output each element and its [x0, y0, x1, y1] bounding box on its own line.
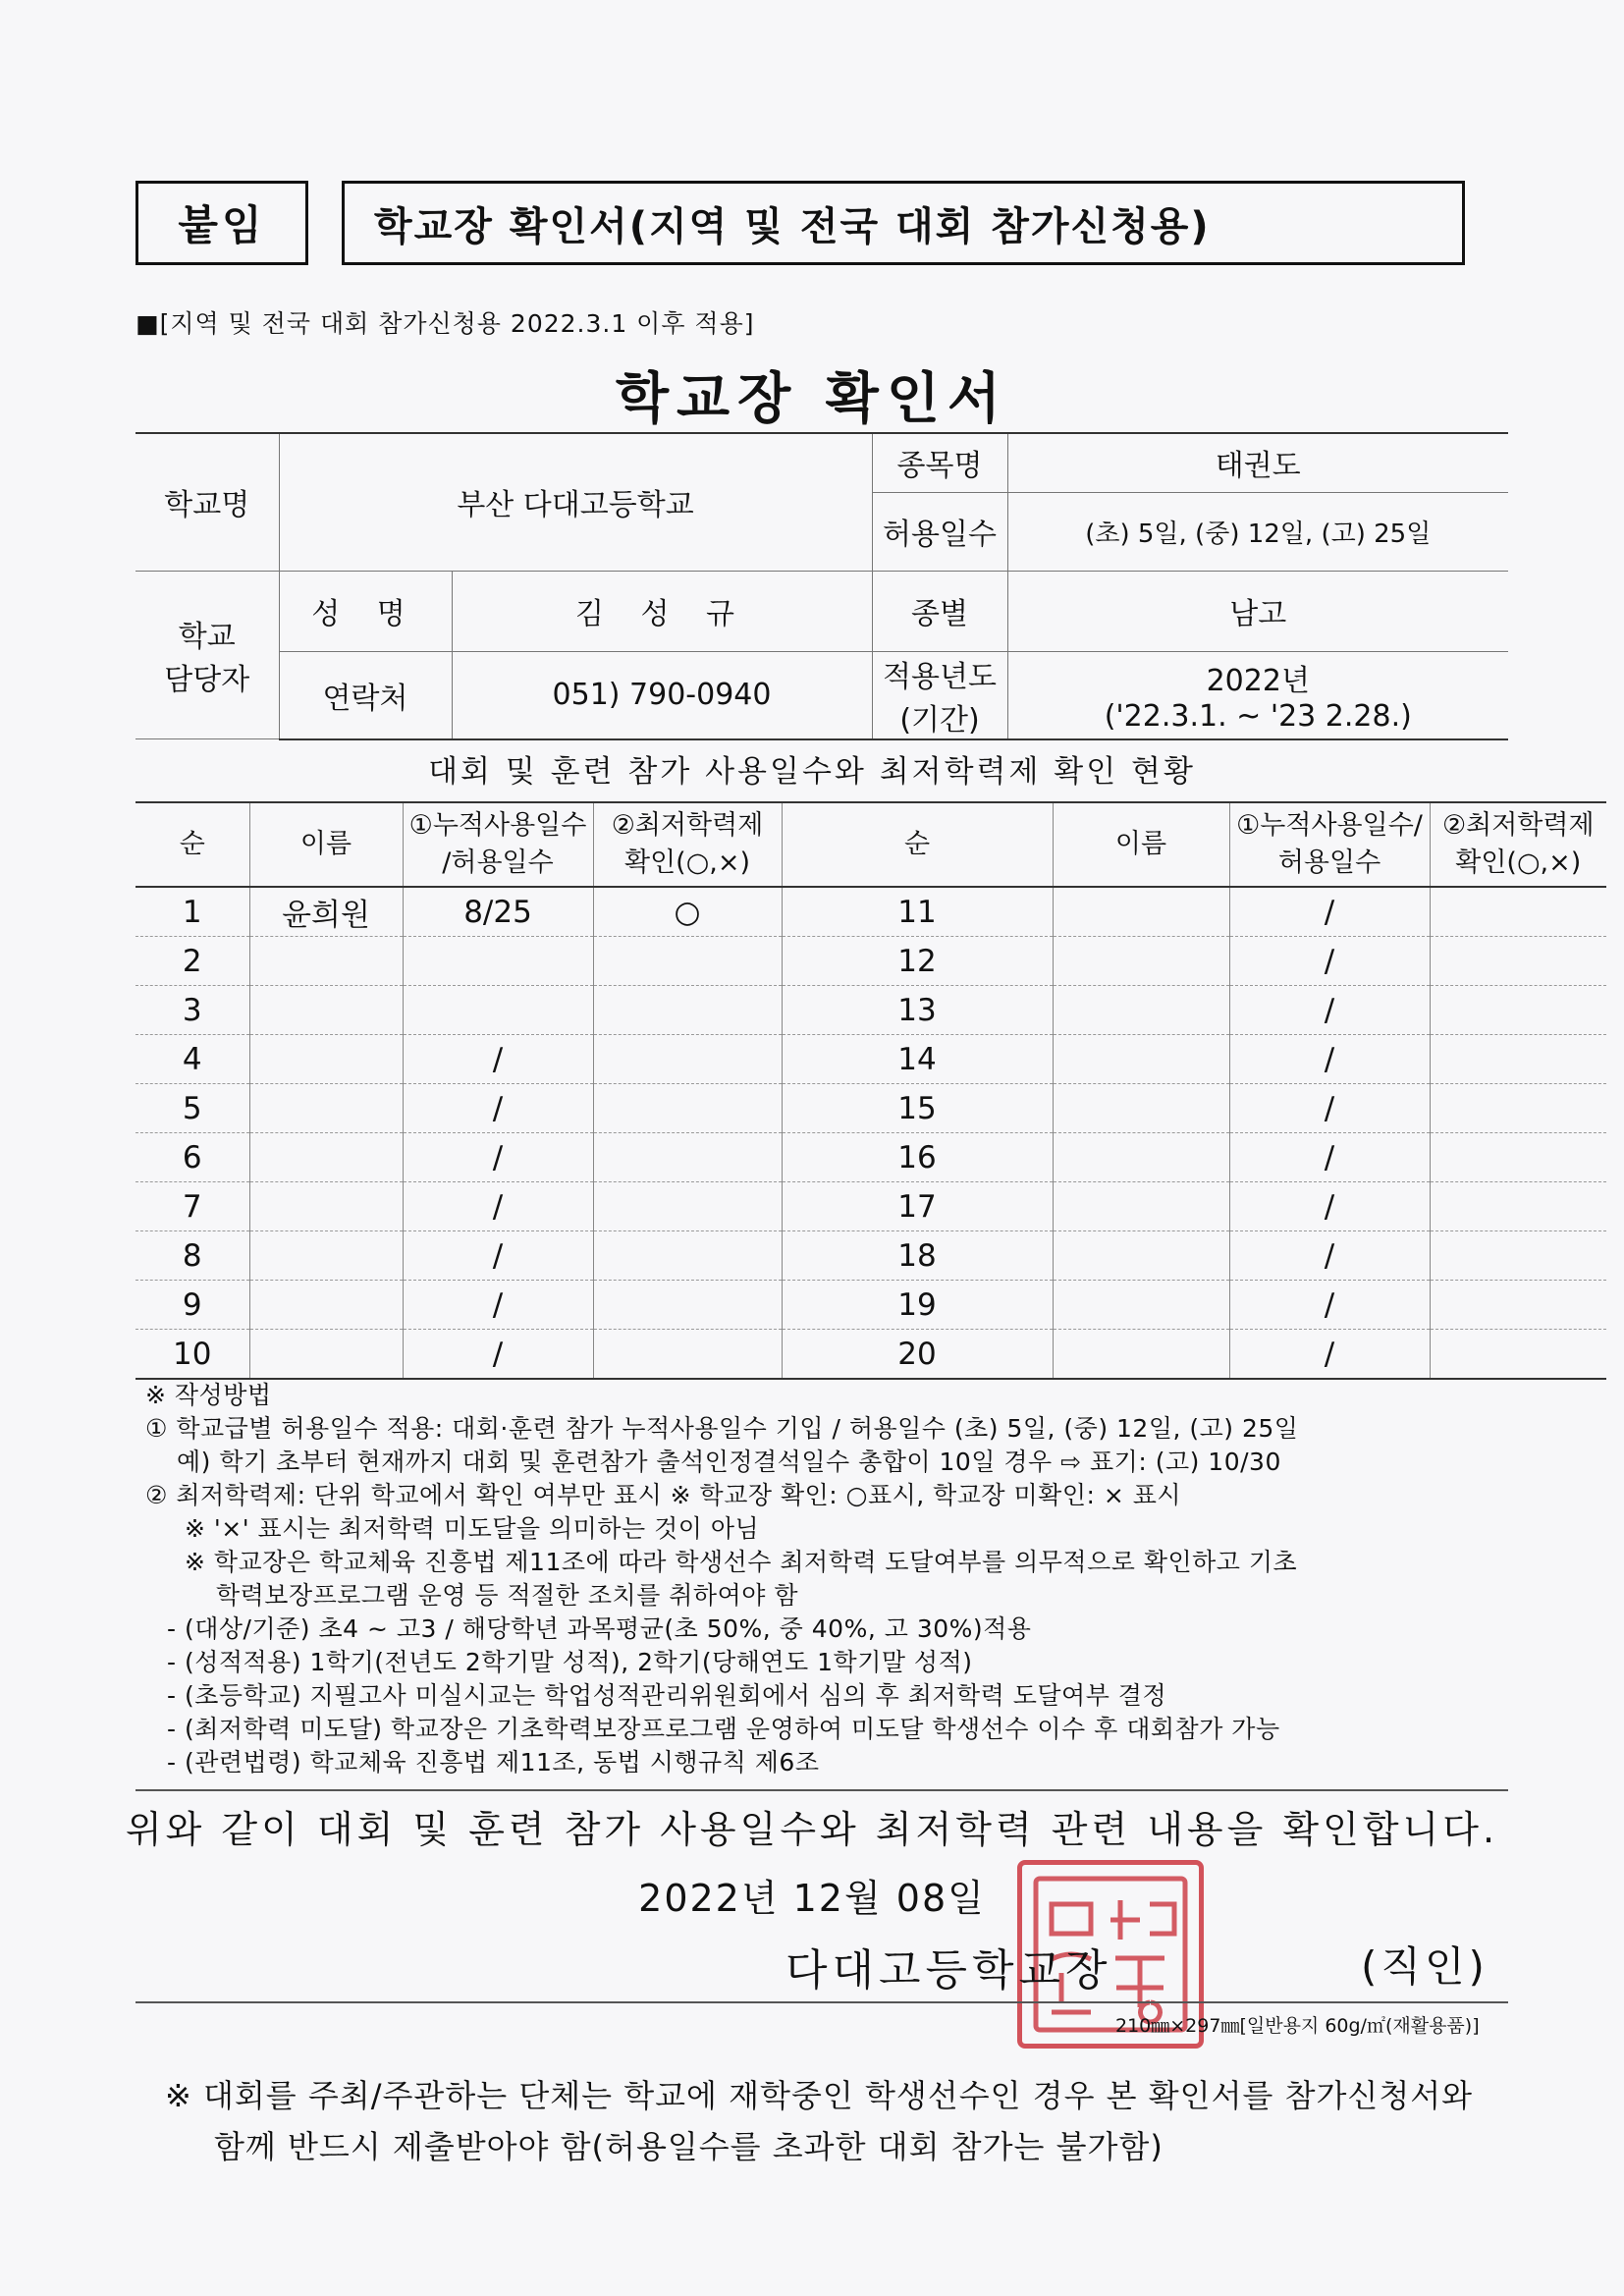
row-number: 8	[135, 1231, 249, 1281]
used-days: /	[403, 1182, 593, 1231]
col-days-right-line2: 허용일수	[1277, 847, 1381, 878]
year-label	[872, 651, 1007, 739]
roster-table	[135, 801, 1606, 1380]
col-min-right	[1430, 802, 1606, 887]
student-name	[1053, 1182, 1229, 1231]
instruction-line: - (초등학교) 지필고사 미실시교는 학업성적관리위원회에서 심의 후 최저학력 도달여부 결정	[167, 1681, 1167, 1710]
used-days: /	[403, 1133, 593, 1182]
col-days-right-line1: ①누적사용일수/	[1236, 810, 1423, 841]
student-name	[1053, 1084, 1229, 1133]
min-grade-check	[593, 1084, 782, 1133]
min-grade-check	[1430, 1035, 1606, 1084]
student-name	[249, 1084, 403, 1133]
seal-label: (직인)	[1361, 1942, 1489, 1991]
table-row	[135, 1281, 1606, 1330]
table-row	[135, 1084, 1606, 1133]
table-row	[135, 1330, 1606, 1380]
student-name	[249, 1281, 403, 1330]
row-number: 1	[135, 887, 249, 937]
min-grade-check	[593, 986, 782, 1035]
student-name	[249, 937, 403, 986]
col-no: 순	[135, 802, 249, 887]
col-min	[593, 802, 782, 887]
row-number: 7	[135, 1182, 249, 1231]
divider	[135, 1789, 1508, 1791]
row-number: 11	[782, 887, 1053, 937]
min-grade-check	[1430, 1084, 1606, 1133]
col-days-line1: ①누적사용일수	[408, 810, 587, 841]
col-name-right: 이름	[1053, 802, 1229, 887]
instruction-line: - (최저학력 미도달) 학교장은 기초학력보장프로그램 운영하여 미도달 학생선수 이수 후 대회참가 가능	[167, 1715, 1280, 1743]
school-name-value: 부산 다대고등학교	[279, 433, 872, 571]
table-row	[135, 887, 1606, 937]
table-row	[135, 1182, 1606, 1231]
event-label: 종목명	[872, 433, 1007, 492]
col-no-right: 순	[782, 802, 1053, 887]
roster-body	[135, 887, 1606, 1379]
student-name	[249, 986, 403, 1035]
manager-label-line1: 학교	[178, 619, 236, 654]
min-grade-check	[1430, 937, 1606, 986]
used-days: /	[403, 1231, 593, 1281]
year-value-line2: ('22.3.1. ~ '23 2.28.)	[1104, 699, 1412, 734]
instruction-line: ※ 학교장은 학교체육 진흥법 제11조에 따라 학생선수 최저학력 도달여부를 의무적으로 확인하고 기초	[185, 1548, 1298, 1576]
row-number: 13	[782, 986, 1053, 1035]
student-name	[1053, 986, 1229, 1035]
row-number: 10	[135, 1330, 249, 1380]
issue-date: 2022년 12월 08일	[638, 1877, 986, 1920]
student-name	[1053, 1281, 1229, 1330]
instruction-line: - (관련법령) 학교체육 진흥법 제11조, 동법 시행규칙 제6조	[167, 1748, 820, 1777]
used-days: /	[403, 1035, 593, 1084]
row-number: 2	[135, 937, 249, 986]
col-days	[403, 802, 593, 887]
row-number: 18	[782, 1231, 1053, 1281]
col-days-right	[1229, 802, 1430, 887]
student-name	[249, 1231, 403, 1281]
roster-title: 대회 및 훈련 참가 사용일수와 최저학력제 확인 현황	[428, 754, 1196, 790]
table-row	[135, 1035, 1606, 1084]
footer-line2: 함께 반드시 제출받아야 함(허용일수를 초과한 대회 참가는 불가함)	[214, 2128, 1164, 2165]
col-days-line2: /허용일수	[442, 847, 554, 878]
instruction-line: - (성적적용) 1학기(전년도 2학기말 성적), 2학기(당해연도 1학기말 성적)	[167, 1648, 973, 1676]
used-days: /	[403, 1330, 593, 1380]
attachment-badge: 붙임	[135, 181, 308, 265]
row-number: 15	[782, 1084, 1053, 1133]
instruction-line: 학력보장프로그램 운영 등 적절한 조치를 취하여야 함	[216, 1581, 798, 1610]
used-days: /	[403, 1281, 593, 1330]
min-grade-check	[593, 1281, 782, 1330]
row-number: 6	[135, 1133, 249, 1182]
student-name	[1053, 937, 1229, 986]
student-name	[1053, 887, 1229, 937]
school-name-label: 학교명	[135, 433, 279, 571]
year-value-line1: 2022년	[1206, 664, 1310, 698]
event-value: 태권도	[1007, 433, 1508, 492]
school-info-table	[135, 432, 1508, 740]
instruction-line: ① 학교급별 허용일수 적용: 대회·훈련 참가 누적사용일수 기입 / 허용일수 (초) 5일, (중) 12일, (고) 25일	[145, 1414, 1299, 1443]
confirmation-statement: 위와 같이 대회 및 훈련 참가 사용일수와 최저학력 관련 내용을 확인합니다.	[125, 1808, 1499, 1851]
used-days	[403, 986, 593, 1035]
instruction-line: ② 최저학력제: 단위 학교에서 확인 여부만 표시 ※ 학교장 확인: ○표시, 학교장 미확인: × 표시	[145, 1481, 1182, 1509]
used-days: /	[1229, 937, 1430, 986]
col-name: 이름	[249, 802, 403, 887]
min-grade-check	[593, 1035, 782, 1084]
allowed-days-label: 허용일수	[872, 492, 1007, 571]
used-days: 8/25	[403, 887, 593, 937]
used-days: /	[1229, 1133, 1430, 1182]
min-grade-check	[1430, 986, 1606, 1035]
applicability-note: ■[지역 및 전국 대회 참가신청용 2022.3.1 이후 적용]	[135, 309, 755, 338]
min-grade-check	[593, 1231, 782, 1281]
row-number: 9	[135, 1281, 249, 1330]
min-grade-check	[1430, 887, 1606, 937]
col-min-right-line1: ②최저학력제	[1441, 810, 1595, 841]
instructions	[145, 1379, 1520, 1779]
year-value	[1007, 651, 1508, 739]
used-days: /	[1229, 1231, 1430, 1281]
page-title: 학교장 확인서	[615, 367, 1009, 431]
min-grade-check	[1430, 1330, 1606, 1380]
student-name: 윤희원	[249, 887, 403, 937]
used-days: /	[1229, 1330, 1430, 1380]
allowed-days-value: (초) 5일, (중) 12일, (고) 25일	[1007, 492, 1508, 571]
min-grade-check: ○	[593, 887, 782, 937]
paper-spec: 210㎜×297㎜[일반용지 60g/㎡(재활용품)]	[1115, 2015, 1480, 2037]
year-label-line2: (기간)	[899, 702, 980, 738]
contact-label: 연락처	[279, 651, 452, 739]
footer-line1: ※ 대회를 주최/주관하는 단체는 학교에 재학중인 학생선수인 경우 본 확인서를 참가신청서와	[165, 2077, 1474, 2114]
footer-note	[165, 2070, 1473, 2172]
student-name	[249, 1133, 403, 1182]
min-grade-check	[1430, 1231, 1606, 1281]
row-number: 3	[135, 986, 249, 1035]
manager-name-value: 김 성 규	[452, 571, 872, 651]
instruction-line: - (대상/기준) 초4 ~ 고3 / 해당학년 과목평균(초 50%, 중 40%, 고 30%)적용	[167, 1614, 1032, 1643]
min-grade-check	[593, 1330, 782, 1380]
row-number: 19	[782, 1281, 1053, 1330]
row-number: 5	[135, 1084, 249, 1133]
instruction-line: ※ '×' 표시는 최저학력 미도달을 의미하는 것이 아님	[185, 1514, 760, 1543]
row-number: 4	[135, 1035, 249, 1084]
col-min-line2: 확인(○,×)	[624, 847, 750, 878]
manager-label-line2: 담당자	[164, 662, 250, 697]
instruction-line: 예) 학기 초부터 현재까지 대회 및 훈련참가 출석인정결석일수 총합이 10일 경우 ⇨ 표기: (고) 10/30	[177, 1448, 1281, 1476]
row-number: 17	[782, 1182, 1053, 1231]
col-min-line1: ②최저학력제	[611, 810, 764, 841]
col-min-right-line2: 확인(○,×)	[1455, 847, 1582, 878]
table-row	[135, 1133, 1606, 1182]
used-days: /	[1229, 1182, 1430, 1231]
manager-name-label: 성 명	[279, 571, 452, 651]
manager-label	[135, 571, 279, 739]
row-number: 20	[782, 1330, 1053, 1380]
gender-label: 종별	[872, 571, 1007, 651]
student-name	[1053, 1231, 1229, 1281]
gender-value: 남고	[1007, 571, 1508, 651]
contact-value: 051) 790-0940	[452, 651, 872, 739]
used-days: /	[1229, 1281, 1430, 1330]
table-row	[135, 937, 1606, 986]
used-days: /	[1229, 1035, 1430, 1084]
used-days: /	[1229, 986, 1430, 1035]
form-heading: 학교장 확인서(지역 및 전국 대회 참가신청용)	[342, 181, 1465, 265]
principal-name: 다대고등학교장	[785, 1945, 1112, 1995]
min-grade-check	[593, 1133, 782, 1182]
instructions-title: ※ 작성방법	[145, 1381, 272, 1409]
table-row	[135, 986, 1606, 1035]
year-label-line1: 적용년도	[883, 659, 997, 694]
row-number: 16	[782, 1133, 1053, 1182]
min-grade-check	[593, 937, 782, 986]
student-name	[1053, 1133, 1229, 1182]
student-name	[249, 1035, 403, 1084]
used-days: /	[1229, 887, 1430, 937]
min-grade-check	[1430, 1133, 1606, 1182]
used-days	[403, 937, 593, 986]
used-days: /	[1229, 1084, 1430, 1133]
row-number: 14	[782, 1035, 1053, 1084]
min-grade-check	[593, 1182, 782, 1231]
used-days: /	[403, 1084, 593, 1133]
student-name	[1053, 1330, 1229, 1380]
student-name	[1053, 1035, 1229, 1084]
table-row	[135, 1231, 1606, 1281]
min-grade-check	[1430, 1182, 1606, 1231]
student-name	[249, 1330, 403, 1380]
row-number: 12	[782, 937, 1053, 986]
min-grade-check	[1430, 1281, 1606, 1330]
student-name	[249, 1182, 403, 1231]
divider	[135, 2001, 1508, 2003]
